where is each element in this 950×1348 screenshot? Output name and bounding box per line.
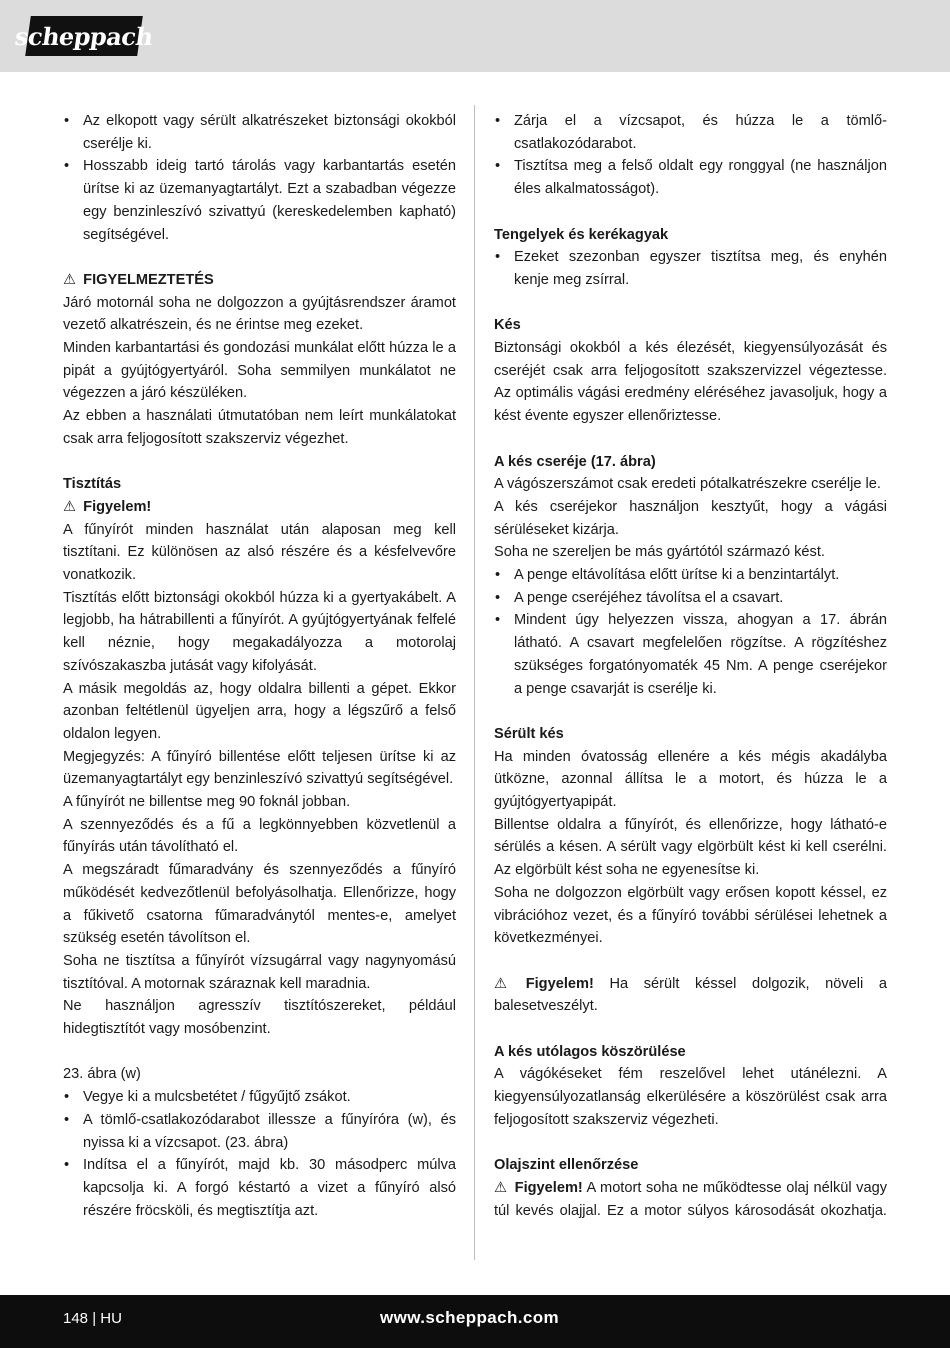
- damaged-paragraph: Soha ne dolgozzon elgörbült vagy erősen kopott késsel, ez vibrációhoz vezet, és a fűnyíró további sérülései lehetnek a következményei.: [494, 884, 887, 947]
- oil-warning-text: A motort soha ne működtesse olaj nélkül vagy túl kevés olajjal. Ez a motor súlyos károsodását okozhatja.: [494, 1179, 888, 1219]
- right-column: [494, 110, 887, 1222]
- top-list: [494, 110, 887, 201]
- damaged-warning-text: Ha sérült késsel dolgozik, növeli a balesetveszélyt.: [494, 975, 887, 1015]
- damaged-knife-heading: Sérült kés: [494, 725, 564, 742]
- damaged-paragraph: Billentse oldalra a fűnyírót, és ellenőrizze, hogy látható-e sérülés a késen. A sérült vagy elgörbült kést ki kell cserélni. Az elgörbült kést soha ne egyenesítse ki.: [494, 816, 887, 879]
- intro-list: [63, 110, 456, 246]
- column-divider: [474, 105, 475, 1260]
- replace-list: [494, 564, 887, 700]
- figure-23-label: 23. ábra (w): [63, 1066, 141, 1083]
- page-number: 148 | HU: [63, 1310, 122, 1327]
- figure-23-list: [63, 1086, 456, 1222]
- header-bar: [0, 0, 950, 72]
- cleaning-paragraph: Ne használjon agresszív tisztítószereket, például hidegtisztítót vagy mosóbenzint.: [63, 998, 456, 1038]
- axles-heading: Tengelyek és kerékagyak: [494, 226, 669, 243]
- cleaning-paragraph: A megszáradt fűmaradvány és szennyeződés a fűnyíró működését kedvezőtlenül befolyásolhatja. Ellenőrizze, hogy a fűkivető csatorna fűmaradványtól mentes-e, amelyet szükség esetén távolítson el.: [63, 862, 456, 947]
- cleaning-paragraph: Tisztítás előtt biztonsági okokból húzza ki a gyertyakábelt. A legjobb, ha hátrabillenti a fűnyírót. A gyújtógyertyának felfelé kell néznie, hogy megakadályozza a motorolaj szívószakaszba jutását vagy kifolyását.: [63, 589, 456, 674]
- replace-paragraph: Soha ne szereljen be más gyártótól származó kést.: [494, 544, 825, 561]
- warning-icon: ⚠: [63, 271, 77, 288]
- knife-heading: Kés: [494, 317, 521, 334]
- cleaning-paragraph: Soha ne tisztítsa a fűnyírót vízsugárral vagy nagynyomású tisztítóval. A motornak száraznak kell maradnia.: [63, 952, 456, 992]
- replace-paragraph: A kés cseréjekor használjon kesztyűt, hogy a vágási sérüléseket kizárja.: [494, 498, 887, 538]
- list-item: • Indítsa el a fűnyírót, majd kb. 30 másodperc múlva kapcsolja ki. A forgó késtartó a vizet a fűnyíró alsó részére fröcsköli, és megtisztítja azt.: [63, 1154, 456, 1222]
- cleaning-paragraph: A szennyeződés és a fű a legkönnyebben közvetlenül a fűnyírás után távolítható el.: [63, 816, 456, 856]
- oil-warning: [494, 1177, 887, 1222]
- warning-icon: ⚠: [494, 1179, 508, 1196]
- cleaning-paragraph: A másik megoldás az, hogy oldalra billenti a gépet. Ekkor azonban feltétlenül ügyeljen arra, hogy a légszűrő a felső oldalon legyen.: [63, 680, 456, 742]
- warning-paragraph: Minden karbantartási és gondozási munkálat előtt húzza le a pipát a gyújtógyertyáról. Soha semmilyen munkálatot ne végezzen a járó készüléken.: [63, 340, 456, 402]
- attention-line: [63, 496, 456, 519]
- warning-title: FIGYELMEZTETÉS: [83, 271, 214, 288]
- damaged-warning: [494, 973, 887, 1018]
- list-item: • Ezeket szezonban egyszer tisztítsa meg, és enyhén kenje meg zsírral.: [494, 246, 887, 291]
- language-code: HU: [100, 1310, 122, 1327]
- cleaning-paragraph: A fűnyírót ne billentse meg 90 foknál jobban.: [63, 794, 351, 811]
- website-url: www.scheppach.com: [380, 1308, 560, 1327]
- scheppach-logo: scheppach: [25, 16, 143, 56]
- cleaning-paragraph: A fűnyírót minden használat után alaposan meg kell tisztítani. Ez különösen az alsó részére és a késfelvevőre vonatkozik.: [63, 521, 456, 584]
- replace-paragraph: A vágószerszámot csak eredeti pótalkatrészekre cserélje le.: [494, 476, 881, 493]
- list-item: • A penge cseréjéhez távolítsa el a csavart.: [494, 587, 887, 610]
- list-item: • Tisztítsa meg a felső oldalt egy ronggyal (ne használjon éles alkalmatosságot).: [494, 155, 887, 200]
- page-number-value: 148: [63, 1310, 89, 1327]
- damaged-paragraph: Ha minden óvatosság ellenére a kés mégis akadályba ütközne, azonnal állítsa le a motort, és húzza le a gyújtógyertyapipát.: [494, 748, 887, 811]
- warning-icon: ⚠: [494, 975, 508, 992]
- warning-icon: ⚠: [63, 498, 77, 515]
- list-item: • Mindent úgy helyezzen vissza, ahogyan a 17. ábrán látható. A csavart megfelelően rögzítse. A rögzítéshez szükséges forgatónyomaték 45 Nm. A penge cseréjekor a penge csavarját is cserélje ki.: [494, 609, 887, 700]
- list-item: • Zárja el a vízcsapot, és húzza le a tömlő-csatlakozódarabot.: [494, 110, 887, 155]
- warning-heading: [63, 269, 456, 292]
- list-item: • A penge eltávolítása előtt ürítse ki a benzintartályt.: [494, 564, 887, 587]
- warning-paragraph: Az ebben a használati útmutatóban nem leírt munkálatokat csak arra feljogosított szakszerviz végezhet.: [63, 408, 456, 447]
- attention-label: Figyelem!: [83, 498, 152, 515]
- footer-bar: [0, 1295, 950, 1348]
- oil-level-heading: Olajszint ellenőrzése: [494, 1157, 639, 1174]
- list-item: • Az elkopott vagy sérült alkatrészeket biztonsági okokból cserélje ki.: [63, 110, 456, 155]
- left-column: [63, 110, 456, 1222]
- axles-list: [494, 246, 887, 291]
- knife-paragraph: Biztonsági okokból a kés élezését, kiegyensúlyozását és cseréjét csak arra feljogosított szakszervizzel végeztesse. Az optimális vágási eredmény eléréséhez javasoljuk, hogy a kést évente egyszer ellenőriztesse.: [494, 340, 887, 425]
- cleaning-heading: Tisztítás: [63, 476, 122, 493]
- knife-replace-heading: A kés cseréje (17. ábra): [494, 453, 656, 470]
- warning-paragraph: Járó motornál soha ne dolgozzon a gyújtásrendszer áramot vezető alkatrészein, és ne érintse meg ezeket.: [63, 294, 456, 334]
- sharpen-heading: A kés utólagos köszörülése: [494, 1043, 686, 1060]
- damaged-warning-label: Figyelem!: [525, 975, 594, 992]
- list-item: • A tömlő-csatlakozódarabot illessze a fűnyíróra (w), és nyissa ki a vízcsapot. (23. ábra): [63, 1109, 456, 1154]
- sharpen-paragraph: A vágókéseket fém reszelővel lehet utánélezni. A kiegyensúlyozatlanság elkerülésére a köszörülést csak arra feljogosított szakszerviz végezheti.: [494, 1066, 887, 1128]
- list-item: • Hosszabb ideig tartó tárolás vagy karbantartás esetén ürítse ki az üzemanyagtartályt. Ezt a szabadban végezze egy benzinleszívó szivattyú (kereskedelemben kapható) segítségével.: [63, 155, 456, 246]
- list-item: • Vegye ki a mulcsbetétet / fűgyűjtő zsákot.: [63, 1086, 456, 1109]
- cleaning-paragraph: Megjegyzés: A fűnyíró billentése előtt teljesen ürítse ki az üzemanyagtartályt egy benzinleszívó szivattyú segítségével.: [63, 748, 456, 788]
- oil-warning-label: Figyelem!: [514, 1179, 583, 1196]
